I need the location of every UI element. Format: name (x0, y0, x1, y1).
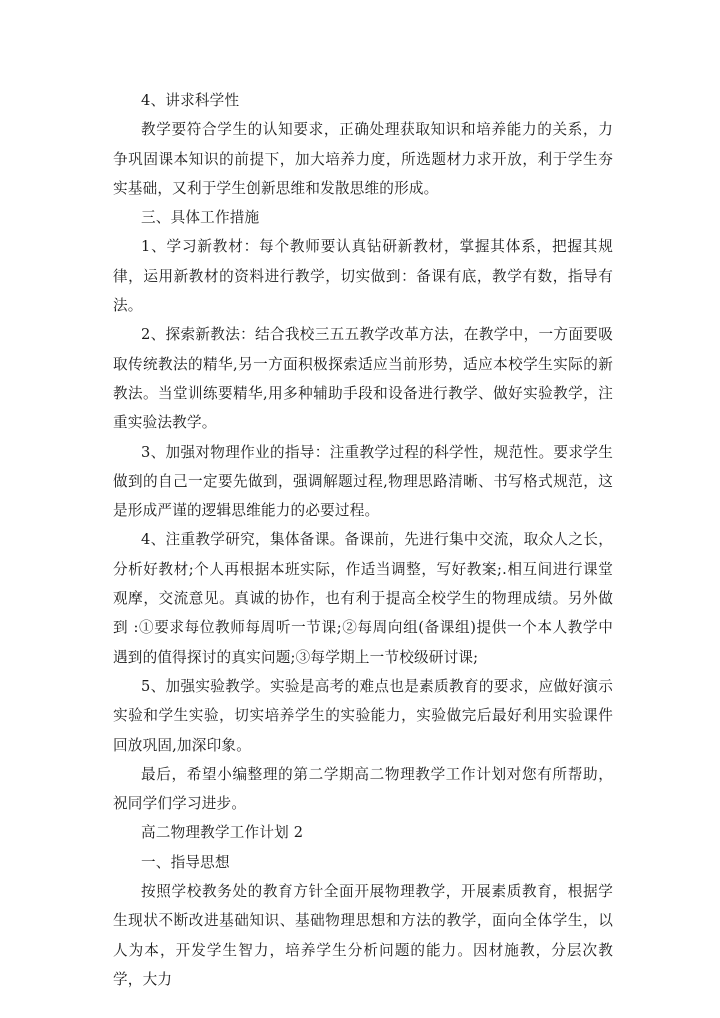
paragraph-measure-5: 5、加强实验教学。实验是高考的难点也是素质教育的要求，应做好演示实验和学生实验，切实培养学生的实验能力，实验做完后最好利用实验课件回放巩固,加深印象。 (113, 677, 613, 754)
paragraph-scientific: 教学要符合学生的认知要求，正确处理获取知识和培养能力的关系，力争巩固课本知识的前提下，加大培养力度，所选题材力求开放，利于学生夯实基础，又利于学生创新思维和发散思维的形成。 (113, 121, 613, 197)
plan-2-title: 高二物理教学工作计划 2 (141, 824, 304, 842)
paragraph-measure-1: 1、学习新教材：每个教师要认真钻研新教材，掌握其体系，把握其规律，运用新教材的资料进行教学，切实做到：备课有底，教学有数，指导有法。 (113, 238, 613, 315)
section-heading-measures: 三、具体工作措施 (141, 209, 260, 227)
document-body (113, 86, 613, 994)
paragraph-measure-2: 2、探索新教法：结合我校三五五教学改革方法，在教学中，一方面要吸取传统教法的精华,另一方面积极探索适应当前形势，适应本校学生实际的新教法。当堂训练要精华,用多种辅助手段和设备进行教学、做好实验教学，注重实验法教学。 (113, 326, 613, 432)
paragraph-closing: 最后，希望小编整理的第二学期高二物理教学工作计划对您有所帮助，祝同学们学习进步。 (113, 765, 613, 813)
paragraph-measure-3: 3、加强对物理作业的指导：注重教学过程的科学性，规范性。要求学生做到的自己一定要先做到，强调解题过程,物理思路清晰、书写格式规范，这是形成严谨的逻辑思维能力的必要过程。 (113, 443, 613, 520)
paragraph-guiding: 按照学校教务处的教育方针全面开展物理教学，开展素质教育，根据学生现状不断改进基础知识、基础物理思想和方法的教学，面向全体学生，以人为本，开发学生智力，培养学生分析问题的能力。因材施教，分层次教学，大力 (113, 883, 613, 988)
section-heading-scientific: 4、讲求科学性 (141, 92, 240, 109)
section-heading-guiding: 一、指导思想 (141, 853, 230, 871)
paragraph-measure-4: 4、注重教学研究，集体备课。备课前，先进行集中交流，取众人之长，分析好教材;个人再根据本班实际，作适当调整，写好教案;.相互间进行课堂观摩，交流意见。真诚的协作，也有利于提高全校学生的物理成绩。另外做到 :①要求每位教师每周听一节课;②每周向组(备课组)提供一个本人教学中遇到的值得探讨的真实问题;③每学期上一节校级研讨课; (113, 531, 613, 666)
